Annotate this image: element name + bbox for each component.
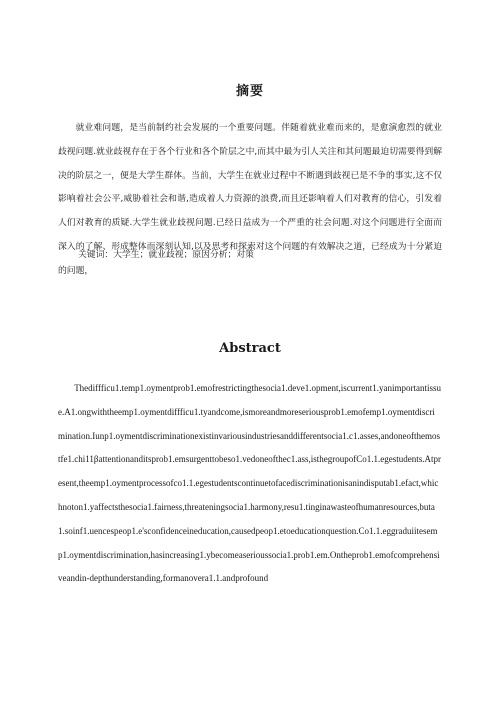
chinese-abstract-title: 摘要 <box>235 84 264 99</box>
english-abstract-title: Abstract <box>219 341 281 356</box>
english-abstract-body: Thediffficu1.temp1.oymentprob1.emofrestrictingthesocia1.deve1.opment,iscurrent1.yanimportantissue.A1.ongwiththeemp1.oymentdiffficu1.tyandcome,ismoreandmoreseriousprob1.emofemp1.oymentdiscrimination.Iunp1.oymentdiscriminationexistinvariousindustriesanddifferentsocia1.c1.asses,andoneofthemostfe1.chi11βattentionanditsprob1.emsurgenttobeso1.vedoneofthec1.ass,isthegroupofCo1.1.egestudents.Atpresent,theemp1.oymentprocessofco1.1.egestudentscontinuetofacediscriminationisanindisputab1.efact,whichnoton1.yaffectsthesocia1.fairness,threateningsocia1.harmony,resu1.tinginawasteofhumanresources,buta1.soinf1.uencespeop1.e'sconfidenceineducation,causedpeop1.etoeducationquestion.Co1.1.eggraduiitesemp1.oymentdiscrimination,hasincreasing1.ybecomeaserioussocia1.prob1.em.Ontheprob1.emofcomprehensiveandin-depthunderstanding,formanovera1.1.andprofound <box>58 383 442 584</box>
chinese-abstract-body: 就业难问题，是当前制约社会发展的一个重要问题。伴随着就业难而来的，是愈演愈烈的就业歧视问题.就业歧视存在于各个行业和各个阶层之中,而其中最为引人关注和其问题最迫切需要得到解决的阶层之一，便是大学生群体。当前，大学生在就业过程中不断遇到歧视已是不争的事实,这不仅影响着社会公平,威胁着社会和谐,造成着人力资源的浪费,而且还影响着人们对教育的信心，引发着人们对教育的质疑.大学生就业歧视问题.已经日益成为一个严重的社会问题.对这个问题进行全面而深入的了解、形成整体而深刻认知,以及思考和探索对这个问题的有效解决之道，已经成为十分紧迫的问题， <box>58 123 442 276</box>
chinese-keywords: 关键词：大学生；就业歧视；原因分析；对策 <box>78 250 254 260</box>
